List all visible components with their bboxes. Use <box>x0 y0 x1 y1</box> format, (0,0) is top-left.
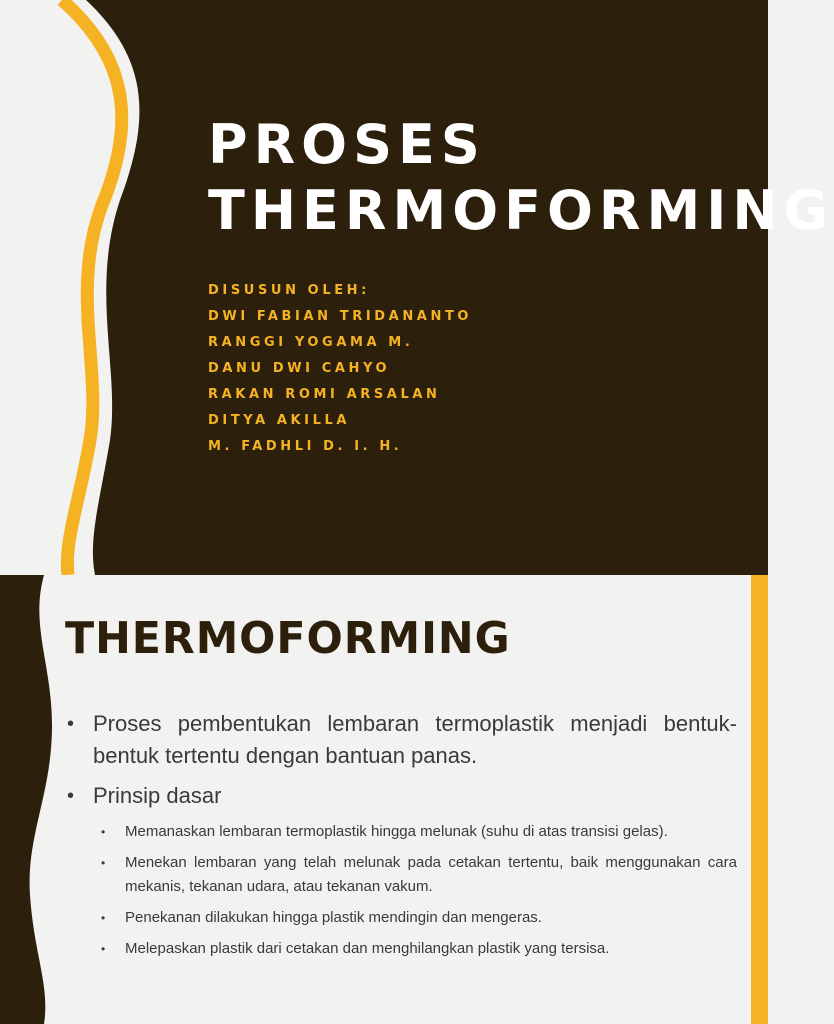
author-item: RANGGI YOGAMA M. <box>208 335 414 350</box>
author-item: RAKAN ROMI ARSALAN <box>208 387 441 402</box>
bullet-item <box>65 780 737 812</box>
authors-heading: DISUSUN OLEH: <box>208 283 370 298</box>
sub-bullet-text: Menekan lembaran yang telah melunak pada cetakan tertentu, baik menggunakan cara mekanis, tekanan udara, atau tekanan vakum. <box>125 854 737 895</box>
left-wave-panel <box>0 575 60 1024</box>
content-slide <box>0 575 768 1024</box>
sub-bullet-item <box>65 937 737 961</box>
gold-accent-bar <box>751 575 768 1024</box>
bullet-dot-icon: • <box>67 713 75 735</box>
bullet-text: Prinsip dasar <box>93 783 222 808</box>
author-item: DANU DWI CAHYO <box>208 361 391 376</box>
sub-bullet-dot-icon: • <box>101 856 106 870</box>
author-item: DITYA AKILLA <box>208 413 351 428</box>
sub-bullet-text: Melepaskan plastik dari cetakan dan menghilangkan plastik yang tersisa. <box>125 940 610 957</box>
sub-bullet-dot-icon: • <box>101 942 106 956</box>
slide-title: THERMOFORMING <box>65 613 511 664</box>
left-wave-shape <box>0 575 52 1024</box>
presentation-title <box>208 112 834 244</box>
title-line-1: PROSES <box>208 113 486 176</box>
author-item: M. FADHLI D. I. H. <box>208 439 403 454</box>
bullet-dot-icon: • <box>67 785 75 807</box>
bullet-content <box>65 708 737 968</box>
sub-bullet-item <box>65 820 737 844</box>
sub-bullet-item <box>65 906 737 930</box>
title-line-2: THERMOFORMING <box>208 179 834 242</box>
author-list <box>208 278 728 460</box>
sub-bullet-dot-icon: • <box>101 911 106 925</box>
bullet-text: Proses pembentukan lembaran termoplastik menjadi bentuk-bentuk tertentu dengan bantuan panas. <box>93 711 737 768</box>
sub-bullet-text: Memanaskan lembaran termoplastik hingga melunak (suhu di atas transisi gelas). <box>125 823 668 840</box>
bullet-item <box>65 708 737 772</box>
sub-bullet-dot-icon: • <box>101 825 106 839</box>
sub-bullet-item <box>65 851 737 899</box>
sub-bullet-text: Penekanan dilakukan hingga plastik mendingin dan mengeras. <box>125 909 542 926</box>
author-item: DWI FABIAN TRIDANANTO <box>208 309 473 324</box>
